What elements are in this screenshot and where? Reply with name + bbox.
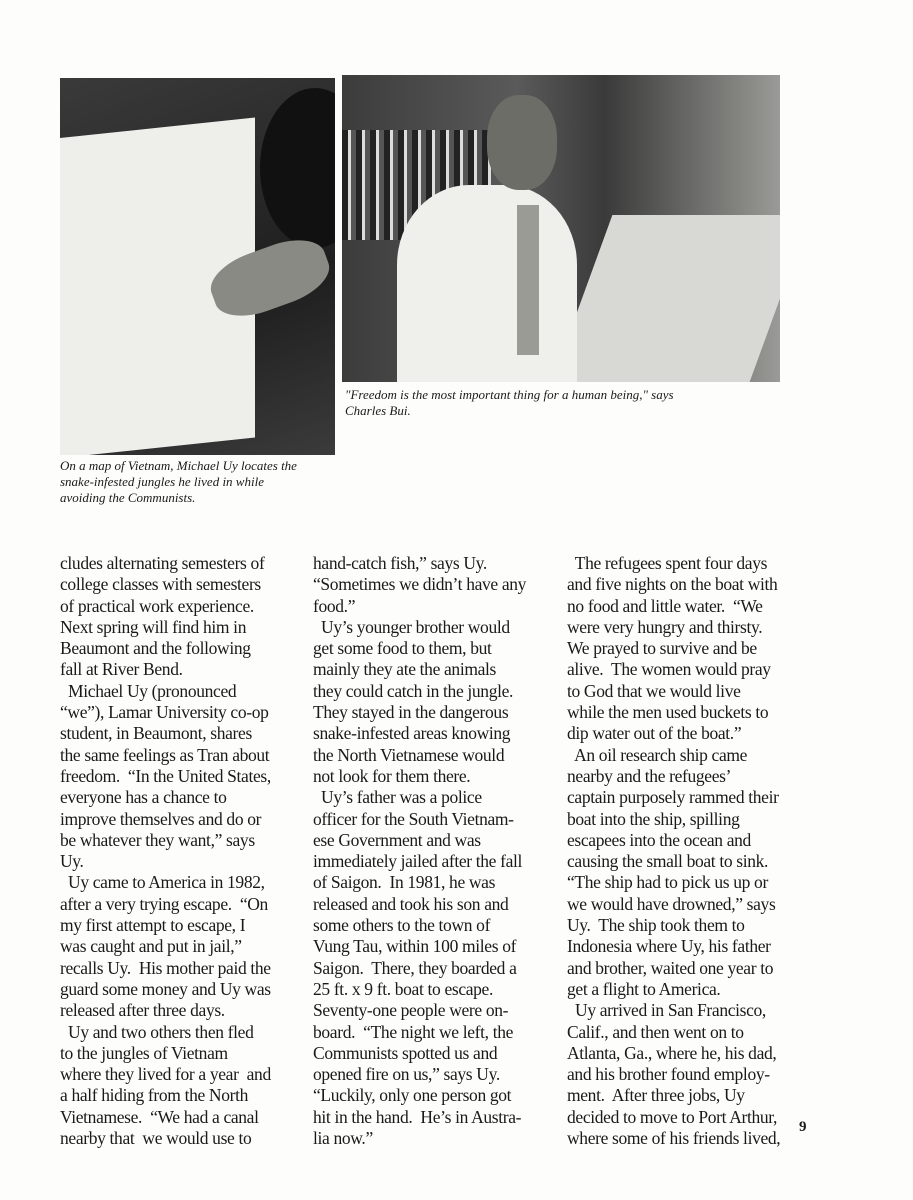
text-line: where some of his friends lived, <box>567 1128 781 1149</box>
photo2-caption <box>345 387 674 419</box>
text-line: escapees into the ocean and <box>567 829 751 850</box>
text-line: cludes alternating semesters of <box>60 553 265 573</box>
text-line: be whatever they want,” says <box>60 829 255 850</box>
photo-charles-bui <box>342 75 780 382</box>
text-line: Uy arrived in San Francisco, <box>567 1000 766 1021</box>
text-line: Uy came to America in 1982, <box>60 872 265 893</box>
text-line: get some food to them, but <box>313 638 492 659</box>
text-line: opened fire on us,” says Uy. <box>313 1064 500 1085</box>
text-line: Uy’s younger brother would <box>313 616 510 637</box>
text-line: not look for them there. <box>313 765 471 786</box>
text-line: captain purposely rammed their <box>567 787 779 808</box>
caption-line: snake-infested jungles he lived in while <box>60 474 264 489</box>
text-line: alive. The women would pray <box>567 659 771 680</box>
text-line: the North Vietnamese would <box>313 744 505 765</box>
text-line: no food and little water. “We <box>567 595 763 616</box>
text-line: freedom. “In the United States, <box>60 765 271 786</box>
text-line: nearby and the refugees’ <box>567 765 732 786</box>
text-line: hit in the hand. He’s in Austra- <box>313 1106 522 1127</box>
text-line: An oil research ship came <box>567 744 748 765</box>
page-number: 9 <box>799 1119 807 1135</box>
text-line: we would have drowned,” says <box>567 893 776 914</box>
text-line: to God that we would live <box>567 680 741 701</box>
text-line: of Saigon. In 1981, he was <box>313 872 496 893</box>
text-line: fall at River Bend. <box>60 659 183 680</box>
text-line: dip water out of the boat.” <box>567 723 742 744</box>
text-line: the same feelings as Tran about <box>60 744 270 765</box>
text-line: and five nights on the boat with <box>567 574 778 595</box>
text-line: get a flight to America. <box>567 978 721 999</box>
text-line: and his brother found employ- <box>567 1064 770 1085</box>
text-line: snake-infested areas knowing <box>313 723 511 744</box>
photo1-caption <box>60 458 297 506</box>
text-line: lia now.” <box>313 1128 373 1149</box>
article-column-3 <box>567 553 780 1149</box>
text-line: food.” <box>313 595 356 616</box>
person-body <box>397 185 577 382</box>
text-line: causing the small boat to sink. <box>567 851 769 872</box>
text-line: everyone has a chance to <box>60 787 227 808</box>
text-line: recalls Uy. His mother paid the <box>60 957 271 978</box>
text-line: Uy and two others then fled <box>60 1021 254 1042</box>
caption-line: Charles Bui. <box>345 403 411 418</box>
caption-line: "Freedom is the most important thing for a human being," says <box>345 387 674 402</box>
necktie <box>517 205 539 355</box>
text-line: college classes with semesters <box>60 574 261 595</box>
text-line: some others to the town of <box>313 915 491 936</box>
text-line: Atlanta, Ga., where he, his dad, <box>567 1042 777 1063</box>
text-line: hand-catch fish,” says Uy. <box>313 553 487 573</box>
text-line: “The ship had to pick us up or <box>567 872 768 893</box>
text-line: and brother, waited one year to <box>567 957 774 978</box>
text-line: a half hiding from the North <box>60 1085 248 1106</box>
text-line: guard some money and Uy was <box>60 978 271 999</box>
text-line: We prayed to survive and be <box>567 638 757 659</box>
text-line: “Luckily, only one person got <box>313 1085 512 1106</box>
text-line: Uy. <box>60 851 84 872</box>
text-line: Indonesia where Uy, his father <box>567 936 771 957</box>
text-line: Vietnamese. “We had a canal <box>60 1106 259 1127</box>
text-line: mainly they ate the animals <box>313 659 496 680</box>
text-line: Uy’s father was a police <box>313 787 482 808</box>
text-line: Uy. The ship took them to <box>567 915 745 936</box>
text-line: Next spring will find him in <box>60 616 247 637</box>
person-head <box>260 88 335 248</box>
text-line: after a very trying escape. “On <box>60 893 268 914</box>
text-line: my first attempt to escape, I <box>60 915 246 936</box>
text-line: officer for the South Vietnam- <box>313 808 514 829</box>
text-line: to the jungles of Vietnam <box>60 1042 228 1063</box>
photo-michael-uy-map <box>60 78 335 455</box>
text-line: student, in Beaumont, shares <box>60 723 252 744</box>
text-line: ment. After three jobs, Uy <box>567 1085 745 1106</box>
text-line: released after three days. <box>60 1000 225 1021</box>
text-line: improve themselves and do or <box>60 808 262 829</box>
text-line: Seventy-one people were on- <box>313 1000 509 1021</box>
text-line: was caught and put in jail,” <box>60 936 242 957</box>
text-line: The refugees spent four days <box>567 553 768 573</box>
text-line: Beaumont and the following <box>60 638 251 659</box>
text-line: 25 ft. x 9 ft. boat to escape. <box>313 978 494 999</box>
text-line: Michael Uy (pronounced <box>60 680 237 701</box>
person-face <box>487 95 557 190</box>
text-line: while the men used buckets to <box>567 702 769 723</box>
caption-line: avoiding the Communists. <box>60 490 196 505</box>
text-line: nearby that we would use to <box>60 1128 252 1149</box>
desk-papers <box>552 215 780 382</box>
text-line: Vung Tau, within 100 miles of <box>313 936 517 957</box>
text-line: of practical work experience. <box>60 595 254 616</box>
text-line: ese Government and was <box>313 829 481 850</box>
text-line: released and took his son and <box>313 893 509 914</box>
article-column-1 <box>60 553 271 1149</box>
text-line: board. “The night we left, the <box>313 1021 514 1042</box>
text-line: Saigon. There, they boarded a <box>313 957 517 978</box>
text-line: Calif., and then went on to <box>567 1021 744 1042</box>
text-line: immediately jailed after the fall <box>313 851 523 872</box>
text-line: decided to move to Port Arthur, <box>567 1106 778 1127</box>
text-line: they could catch in the jungle. <box>313 680 514 701</box>
text-line: They stayed in the dangerous <box>313 702 509 723</box>
text-line: were very hungry and thirsty. <box>567 616 763 637</box>
caption-line: On a map of Vietnam, Michael Uy locates the <box>60 458 297 473</box>
text-line: Communists spotted us and <box>313 1042 498 1063</box>
text-line: boat into the ship, spilling <box>567 808 740 829</box>
text-line: “Sometimes we didn’t have any <box>313 574 527 595</box>
article-column-2 <box>313 553 526 1149</box>
text-line: “we”), Lamar University co-op <box>60 702 269 723</box>
text-line: where they lived for a year and <box>60 1064 271 1085</box>
